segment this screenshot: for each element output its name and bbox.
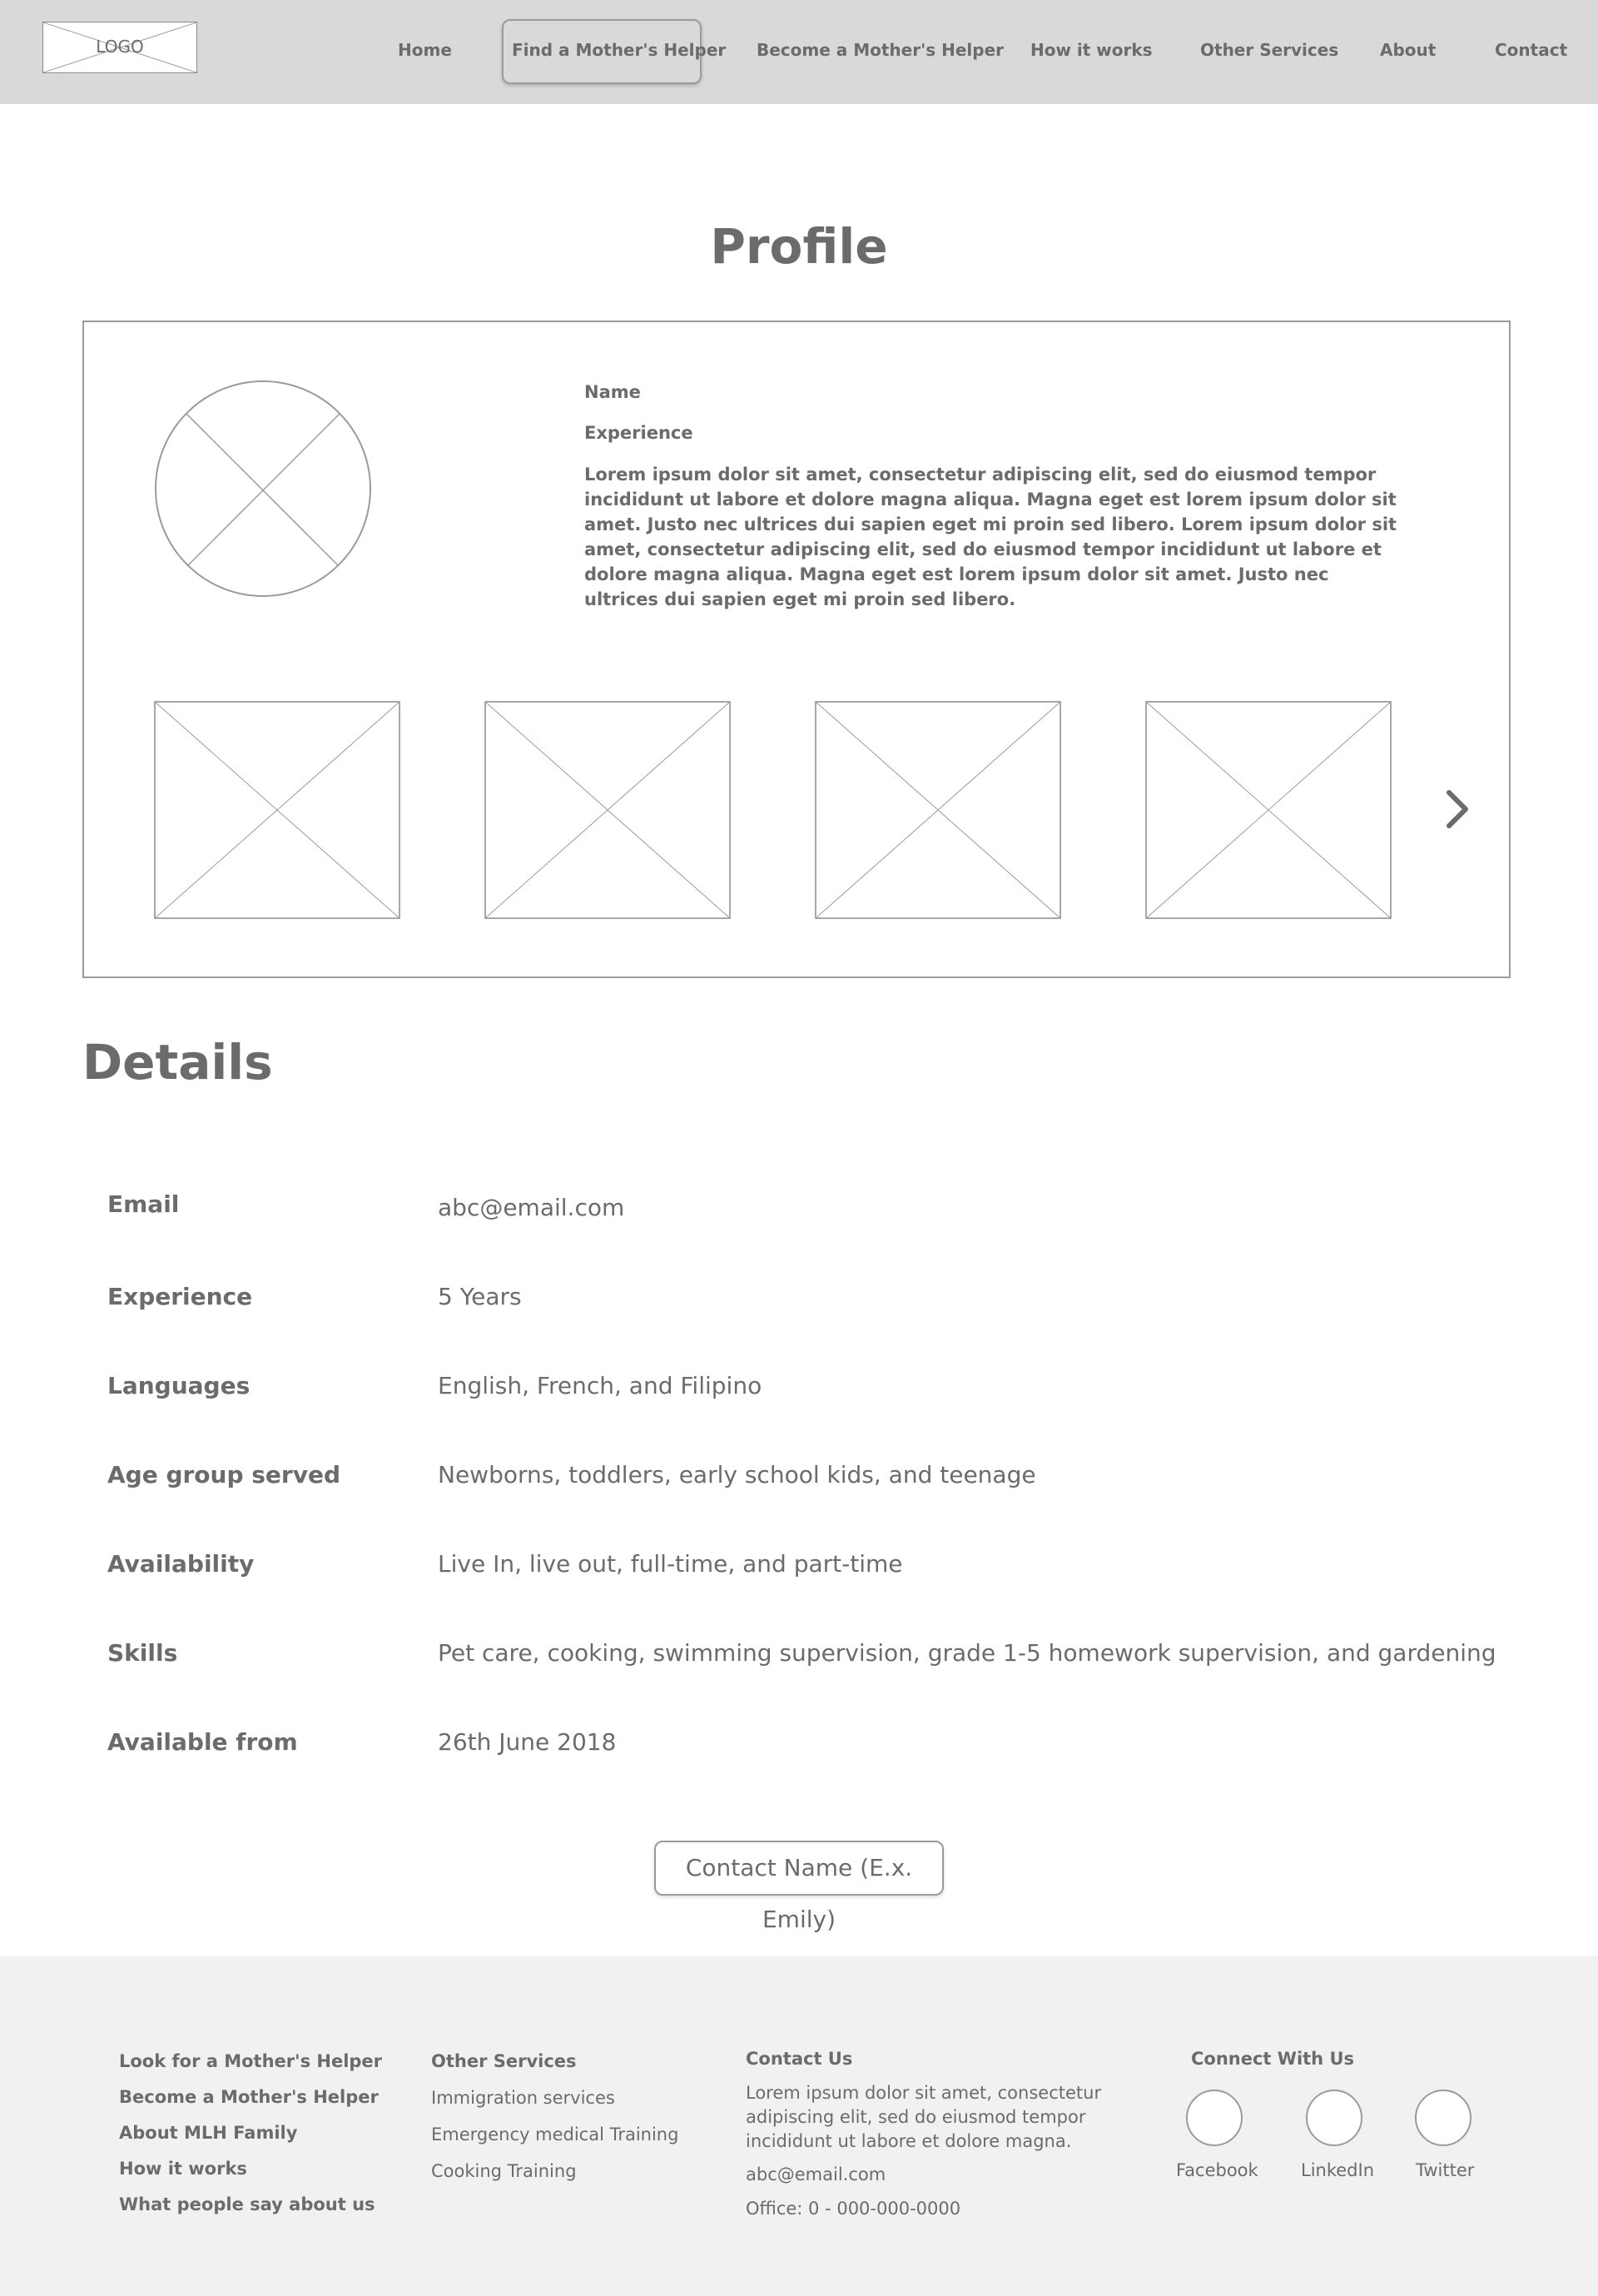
- detail-value-languages: English, French, and Filipino: [438, 1372, 762, 1399]
- avatar: [152, 380, 374, 601]
- footer-link-look-for-helper[interactable]: Look for a Mother's Helper: [119, 2051, 383, 2071]
- gallery-image-3[interactable]: [815, 701, 1061, 919]
- gallery-image-4[interactable]: [1145, 701, 1392, 919]
- detail-label-skills: Skills: [107, 1639, 178, 1667]
- detail-label-email: Email: [107, 1190, 180, 1218]
- detail-value-age-group: Newborns, toddlers, early school kids, and teenage: [438, 1461, 1036, 1488]
- detail-label-availability: Availability: [107, 1550, 255, 1578]
- logo[interactable]: [42, 22, 197, 73]
- footer-service-cooking[interactable]: Cooking Training: [431, 2161, 577, 2181]
- footer-link-become-helper[interactable]: Become a Mother's Helper: [119, 2087, 379, 2107]
- nav-how-it-works[interactable]: How it works: [1030, 40, 1153, 60]
- detail-label-languages: Languages: [107, 1372, 251, 1399]
- nav-other-services[interactable]: Other Services: [1200, 40, 1339, 60]
- chevron-right-icon[interactable]: [1442, 788, 1472, 831]
- detail-value-skills: Pet care, cooking, swimming supervision, grade 1-5 homework supervision, and gardening: [438, 1639, 1496, 1667]
- gallery-image-2[interactable]: [484, 701, 731, 919]
- detail-label-experience: Experience: [107, 1283, 253, 1310]
- profile-name-label: Name: [584, 382, 641, 402]
- footer-service-medical[interactable]: Emergency medical Training: [431, 2125, 679, 2144]
- detail-label-age-group: Age group served: [107, 1461, 341, 1488]
- detail-label-available-from: Available from: [107, 1728, 298, 1756]
- social-label-twitter[interactable]: Twitter: [1416, 2160, 1475, 2180]
- footer-link-testimonials[interactable]: What people say about us: [119, 2194, 375, 2214]
- gallery-image-1[interactable]: [154, 701, 400, 919]
- footer-contact-email[interactable]: abc@email.com: [746, 2164, 886, 2184]
- nav-become-helper[interactable]: Become a Mother's Helper: [757, 40, 1004, 60]
- twitter-icon[interactable]: [1415, 2090, 1471, 2146]
- footer-link-about[interactable]: About MLH Family: [119, 2123, 298, 2143]
- contact-button[interactable]: Contact Name (E.x. Emily): [654, 1841, 944, 1896]
- footer-contact-phone: Office: 0 - 000-000-0000: [746, 2199, 961, 2219]
- profile-experience-label: Experience: [584, 423, 693, 443]
- footer-service-immigration[interactable]: Immigration services: [431, 2088, 615, 2108]
- footer-social-title: Connect With Us: [1191, 2049, 1354, 2069]
- logo-text: LOGO: [96, 37, 144, 57]
- detail-value-available-from: 26th June 2018: [438, 1728, 617, 1756]
- page-title: Profile: [710, 218, 888, 275]
- profile-bio: Lorem ipsum dolor sit amet, consectetur adipiscing elit, sed do eiusmod tempor incididunt ut labore et dolore magna aliqua. Magna eget est lorem ipsum dolor sit amet. Justo nec ultrices dui sapien eget mi proin sed libero. Lorem ipsum dolor sit amet, consectetur adipiscing elit, sed do eiusmod tempor incididunt ut labore et dolore magna aliqua. Magna eget est lorem ipsum dolor sit amet. Justo nec ultrices dui sapien eget mi proin sed libero.: [584, 465, 1397, 609]
- footer-link-how-it-works[interactable]: How it works: [119, 2159, 247, 2179]
- facebook-icon[interactable]: [1186, 2090, 1243, 2146]
- linkedin-icon[interactable]: [1306, 2090, 1362, 2146]
- detail-value-availability: Live In, live out, full-time, and part-time: [438, 1550, 903, 1578]
- detail-value-email: abc@email.com: [438, 1194, 625, 1221]
- detail-value-experience: 5 Years: [438, 1283, 522, 1310]
- footer-services-title: Other Services: [431, 2051, 577, 2071]
- footer-contact-text: Lorem ipsum dolor sit amet, consectetur adipiscing elit, sed do eiusmod tempor incididunt ut labore et dolore magna.: [746, 2083, 1102, 2151]
- site-header: [0, 0, 1598, 104]
- nav-home[interactable]: Home: [398, 40, 452, 60]
- nav-about[interactable]: About: [1380, 40, 1437, 60]
- footer-contact-title: Contact Us: [746, 2049, 853, 2069]
- details-title: Details: [82, 1034, 273, 1091]
- nav-contact[interactable]: Contact: [1495, 40, 1568, 60]
- nav-find-helper[interactable]: Find a Mother's Helper: [512, 40, 727, 60]
- social-label-linkedin[interactable]: LinkedIn: [1301, 2160, 1375, 2180]
- social-label-facebook[interactable]: Facebook: [1176, 2160, 1258, 2180]
